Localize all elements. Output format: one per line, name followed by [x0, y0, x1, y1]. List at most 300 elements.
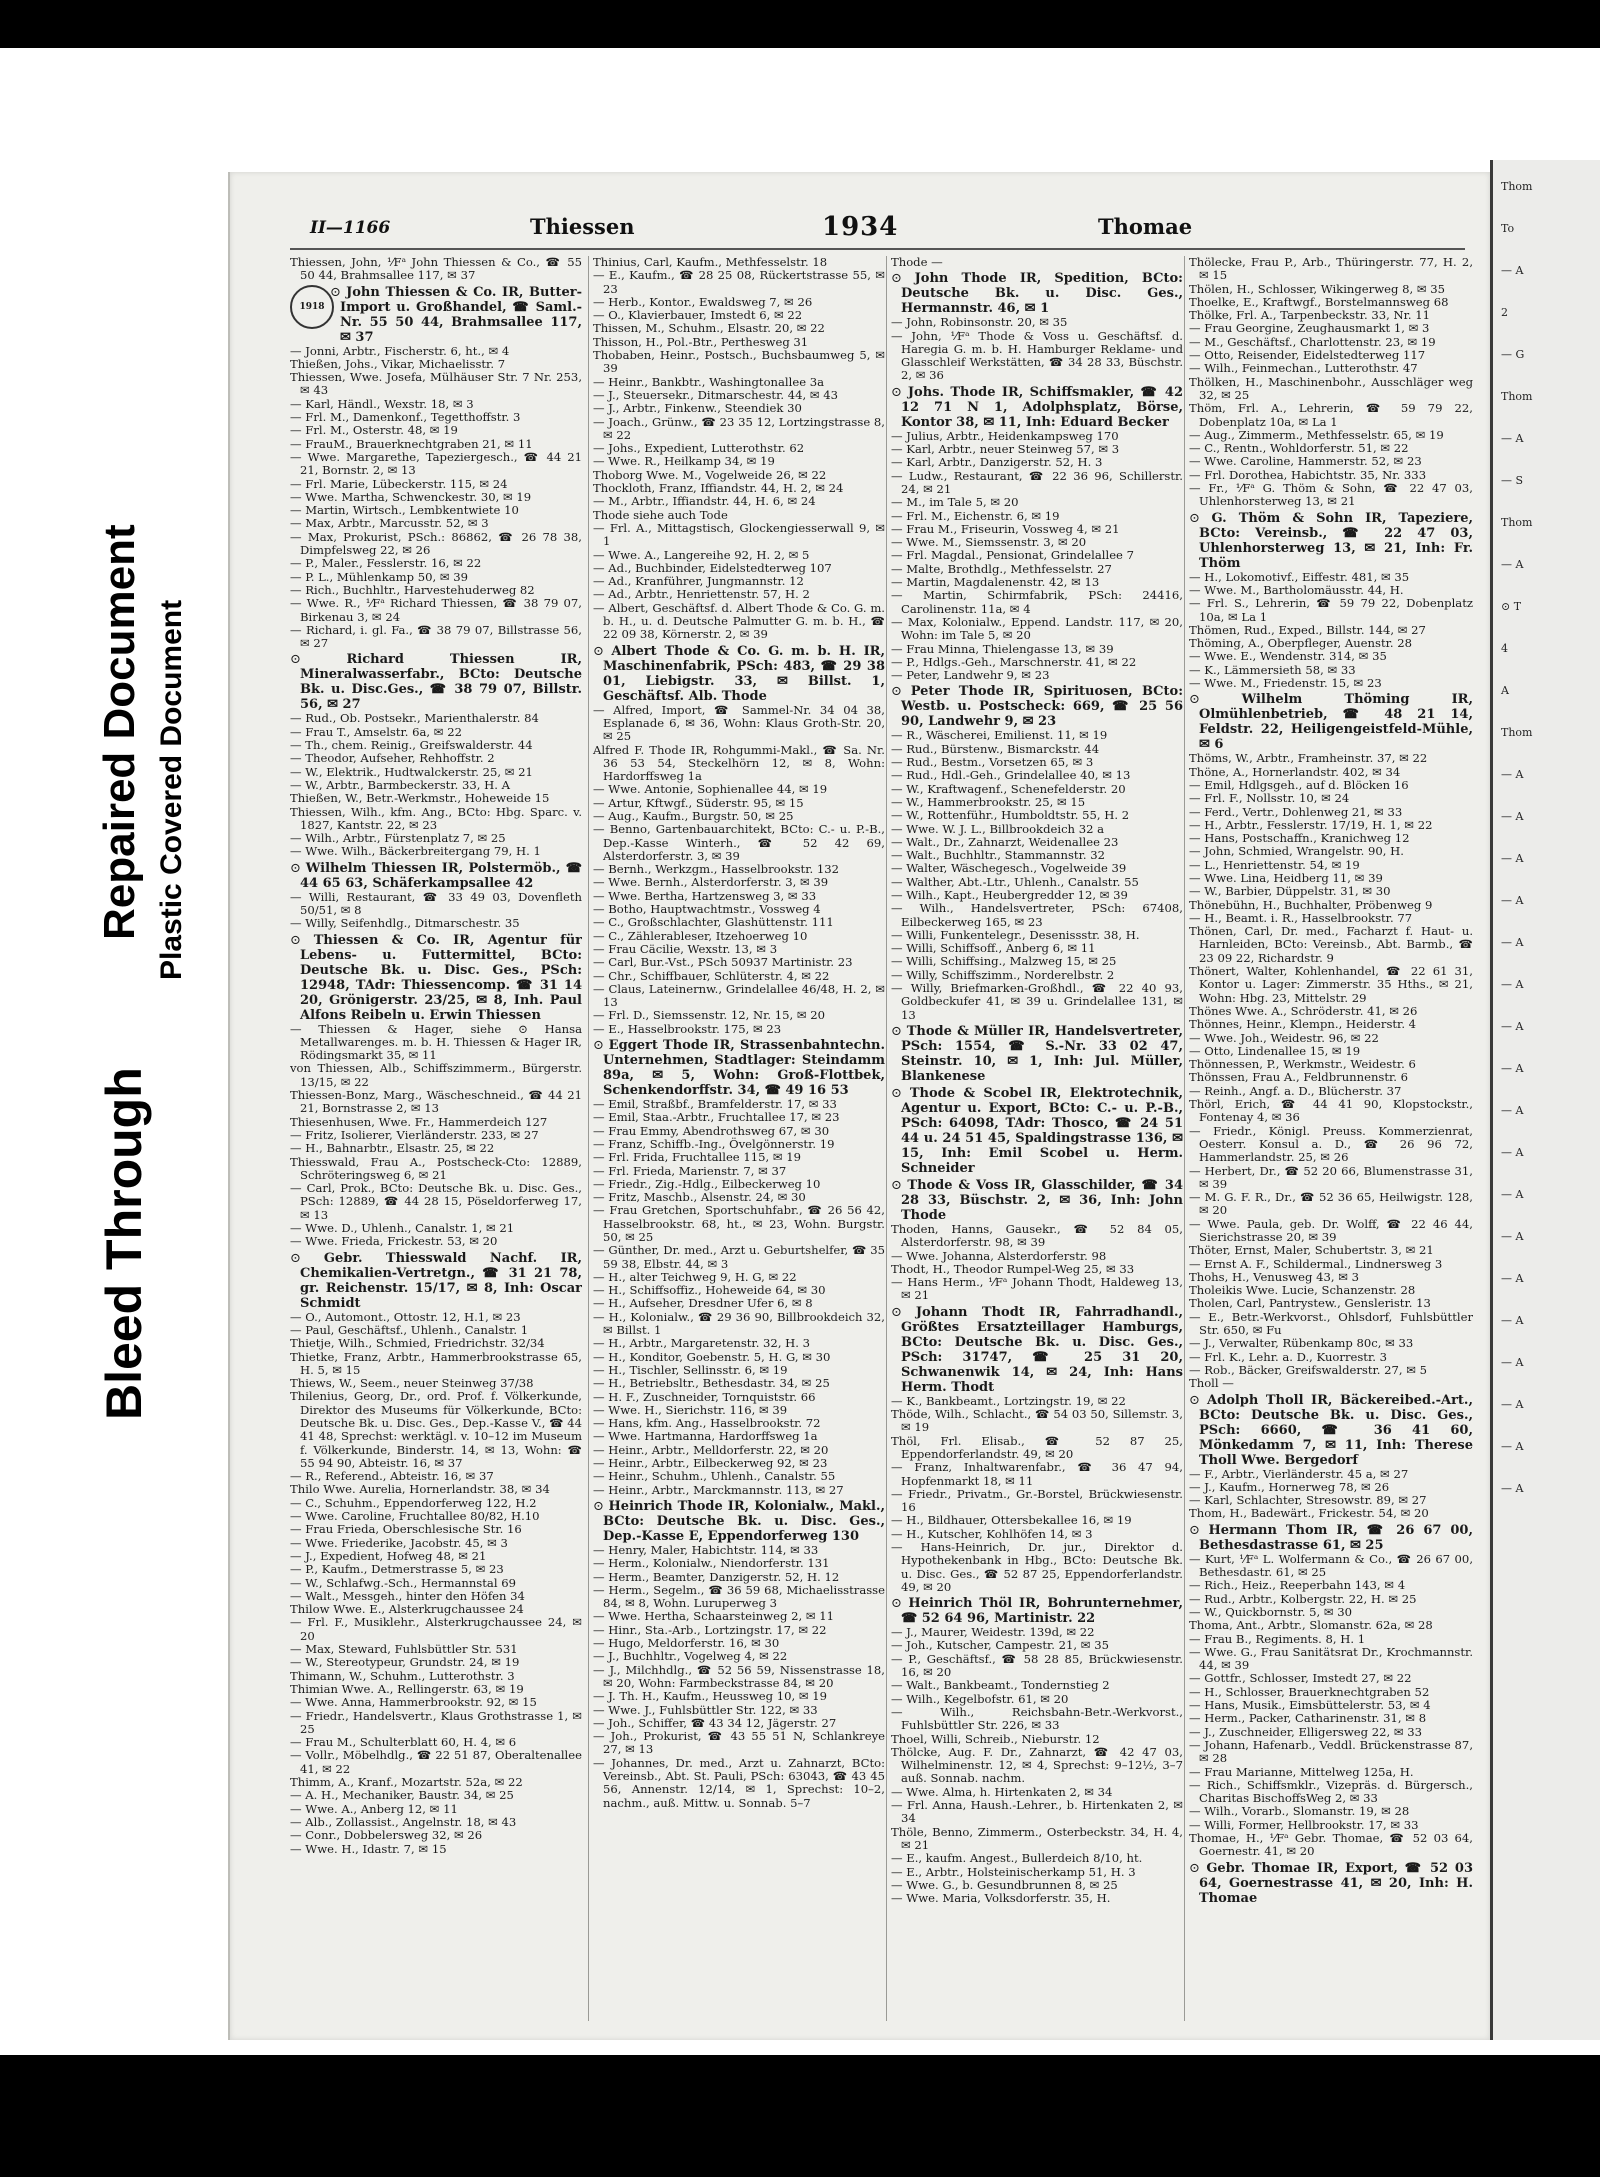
firm-entry: ⊙ Heinrich Thode IR, Kolonialw., Makl., BCto: Deutsche Bk. u. Disc. Ges., Dep.-Kasse E, Eppendorferweg 130 [593, 1499, 885, 1544]
firm-entry: ⊙ Thode & Müller IR, Handelsvertreter, PSch: 1554, ☎ S.-Nr. 33 02 47, Steinstr. 10, ✉ 1, Inh: Jul. Müller, Blankenese [891, 1024, 1183, 1084]
label-plastic-covered: Plastic Covered Document [155, 599, 188, 980]
directory-entry: — C., Rentn., Wohldorferstr. 51, ✉ 22 [1189, 441, 1409, 456]
directory-entry: — Rich., Schiffsmklr., Vizepräs. d. Bürgersch., Charitas BischoffsWeg 2, ✉ 33 [1189, 1777, 1473, 1806]
directory-entry: — Joach., Grünw., ☎ 23 35 12, Lortzingstrasse 8, ✉ 22 [593, 414, 885, 442]
directory-entry: — H., Tischler, Sellinsstr. 6, ✉ 19 [593, 1362, 788, 1377]
header-year: 1934 [822, 212, 899, 242]
directory-entry: — W., Kraftwagenf., Schenefelderstr. 20 [891, 781, 1126, 796]
directory-entry: — Hans, Musik., Eimsbüttelerstr. 53, ✉ 4 [1189, 1698, 1431, 1713]
directory-entry: — A. H., Mechaniker, Baustr. 34, ✉ 25 [290, 1788, 514, 1803]
adjacent-page-fragment: — A [1501, 894, 1524, 907]
adjacent-page-fragment: — A [1501, 558, 1524, 571]
adjacent-page-fragment: — S [1501, 474, 1524, 487]
directory-entry: Tholl — [1189, 1376, 1234, 1391]
directory-entry: Thoden, Hanns, Gausekr., ☎ 52 84 05, Alsterdorferstr. 98, ✉ 39 [891, 1221, 1183, 1250]
directory-entry: Thölken, H., Maschinenbohr., Ausschläger weg 32, ✉ 25 [1189, 374, 1473, 402]
directory-entry: — Herm., Packer, Catharinenstr. 31, ✉ 8 [1189, 1711, 1427, 1726]
header-rule [290, 248, 1465, 250]
directory-entry: Thönssen, Frau A., Feldbrunnenstr. 6 [1189, 1070, 1409, 1085]
directory-entry: — Conr., Dobbelersweg 32, ✉ 26 [290, 1828, 483, 1843]
directory-entry: — J., Buchhltr., Vogelweg 4, ✉ 22 [593, 1649, 788, 1664]
directory-entry: — Otto, Lindenallee 15, ✉ 19 [1189, 1043, 1361, 1058]
directory-entry: — Frl. F., Musiklehr., Alsterkrugchaussee 24, ✉ 20 [290, 1615, 582, 1643]
directory-entry: Thilenius, Georg, Dr., ord. Prof. f. Völkerkunde, Direktor des Museums für Völkerkunde, BCto: Deutsche Bk. u. Disc. Ges., Dep.-Kasse V., ☎ 44 41 48, Sprechst: werktägl. v. 10–12 im Museum f. Völkerkunde, Binderstr. 14, ✉ 13, Wohn: ☎ 55 94 90, Abteistr. 16, ✉ 37 [290, 1389, 582, 1470]
directory-entry: — John, ⅟Fᵃ Thode & Voss u. Geschäftsf. d. Haregia G. m. b. H. Hamburger Reklame- und Glasschleif Werkstätten, ☎ 34 28 33, Büschstr. 2, ✉ 36 [891, 328, 1183, 383]
directory-entry: — Frl. M., Osterstr. 48, ✉ 19 [290, 423, 458, 438]
directory-entry: Tholen, Carl, Pantrystew., Gensleristr. 13 [1189, 1296, 1431, 1311]
firm-entry: ⊙ Thode & Voss IR, Glasschilder, ☎ 34 28 33, Büschstr. 2, ✉ 36, Inh: John Thode [891, 1178, 1183, 1223]
directory-entry: — Reinh., Angf. a. D., Blücherstr. 37 [1189, 1083, 1402, 1098]
directory-entry: — Vollr., Möbelhdlg., ☎ 22 51 87, Oberaltenallee 41, ✉ 22 [290, 1748, 582, 1776]
directory-entry: — H. F., Zuschneider, Tornquiststr. 66 [593, 1389, 816, 1404]
firm-entry: ⊙ Wilhelm Thöming IR, Olmühlenbetrieb, ☎ 48 21 14, Feldstr. 22, Heiligengeistfeld-Mühle, ✉ 6 [1189, 692, 1473, 752]
adjacent-page-fragment: — A [1501, 1146, 1524, 1159]
directory-entry: — Frl. M., Eichenstr. 6, ✉ 19 [891, 508, 1060, 523]
directory-entry: — Frl. A., Mittagstisch, Glockengiesserwall 9, ✉ 1 [593, 520, 885, 549]
directory-entry: — Wilh., Feinmechan., Lutterothstr. 47 [1189, 361, 1418, 376]
directory-entry: — Wilh., Arbtr., Fürstenplatz 7, ✉ 25 [290, 831, 506, 846]
firm-entry: ⊙ Eggert Thode IR, Strassenbahntechn. Unternehmen, Stadtlager: Steindamm 89a, ✉ 5, Wohn: Groß-Flottbek, Schenkendorffstr. 34, ☎ 49 16 53 [593, 1038, 885, 1098]
firm-entry: ⊙ Thode & Scobel IR, Elektrotechnik, Agentur u. Export, BCto: C.- u. P.-B., PSch: 64098, TAdr: Thosco, ☎ 24 51 44 u. 24 51 45, Spaldingstrasse 136, ✉ 15, Inh: Emil Scobel u. Herm. Schneider [891, 1086, 1183, 1176]
directory-entry: — Wwe. R., ⅟Fᵃ Richard Thiessen, ☎ 38 79 07, Birkenau 3, ✉ 24 [290, 596, 582, 624]
directory-entry: — W., Elektrik., Hudtwalckerstr. 25, ✉ 21 [290, 764, 533, 779]
directory-entry: — Wwe. M., Bartholomäusstr. 44, H. [1189, 582, 1404, 597]
directory-entry: — Günther, Dr. med., Arzt u. Geburtshelfer, ☎ 35 59 38, Elbstr. 44, ✉ 3 [593, 1243, 885, 1271]
directory-entry: — Johannes, Dr. med., Arzt u. Zahnarzt, BCto: Vereinsb., Abt. St. Pauli, PSch: 63043, ☎ 43 45 56, Annenstr. 12/14, ✉ 1, Sprechst: 10–2, nachm., auß. Mittw. u. Sonnab. 5–7 [593, 1755, 885, 1810]
directory-entry: — Ad., Buchbinder, Eidelstedterweg 107 [593, 560, 832, 575]
firm-entry: ⊙ Johs. Thode IR, Schiffsmakler, ☎ 42 12 71 N 1, Adolphsplatz, Börse, Kontor 38, ✉ 11, Inh: Eduard Becker [891, 385, 1183, 430]
directory-entry: — Wwe. Martha, Schwenckestr. 30, ✉ 19 [290, 489, 532, 504]
directory-entry: — FrauM., Brauerknechtgraben 21, ✉ 11 [290, 436, 533, 451]
directory-entry: Thilo Wwe. Aurelia, Hornerlandstr. 38, ✉ 34 [290, 1482, 550, 1497]
directory-entry: — Wwe. Johanna, Alsterdorferstr. 98 [891, 1248, 1107, 1263]
directory-entry: Thöde, Wilh., Schlacht., ☎ 54 03 50, Sillemstr. 3, ✉ 19 [891, 1407, 1183, 1435]
adjacent-page-fragment: ⊙ T [1501, 600, 1522, 613]
directory-entry: Thode siehe auch Tode [593, 507, 728, 522]
directory-entry: — C., Zählerableser, Itzehoerweg 10 [593, 928, 808, 943]
directory-entry: Thom, H., Badewärt., Frickestr. 54, ✉ 20 [1189, 1506, 1429, 1521]
directory-entry: — John, Robinsonstr. 20, ✉ 35 [891, 315, 1068, 330]
directory-entry: — Karl, Schlachter, Stresowstr. 89, ✉ 27 [1189, 1493, 1427, 1508]
directory-entry: Tholeikis Wwe. Lucie, Schanzenstr. 28 [1189, 1283, 1416, 1298]
directory-entry: — Heinr., Arbtr., Marckmannstr. 113, ✉ 27 [593, 1482, 844, 1497]
adjacent-page-fragment: — A [1501, 936, 1524, 949]
directory-entry: — Wwe. Frieda, Frickestr. 53, ✉ 20 [290, 1234, 498, 1249]
directory-entry: — H., alter Teichweg 9, H. G, ✉ 22 [593, 1269, 797, 1284]
page-header [230, 172, 1490, 242]
directory-entry: — Herm., Beamter, Danzigerstr. 52, H. 12 [593, 1569, 840, 1584]
directory-entry: — Frau Georgine, Zeughausmarkt 1, ✉ 3 [1189, 321, 1430, 336]
directory-entry: — Willi, Schiffsing., Malzweg 15, ✉ 25 [891, 954, 1117, 969]
directory-entry: — Rud., Ob. Postsekr., Marienthalerstr. 84 [290, 711, 539, 726]
directory-entry: — Max, Prokurist, PSch.: 86862, ☎ 26 78 38, Dimpfelsweg 22, ✉ 26 [290, 529, 582, 558]
firm-entry: ⊙ Gebr. Thomae IR, Export, ☎ 52 03 64, Goernestrasse 41, ✉ 20, Inh: H. Thomae [1189, 1861, 1473, 1906]
directory-entry: — Albert, Geschäftsf. d. Albert Thode & Co. G. m. b. H., u. d. Deutsche Palmutter G. m. b. H., ☎ 22 09 38, Körnerstr. 2, ✉ 39 [593, 600, 885, 642]
directory-entry: — Joh., Schiffer, ☎ 43 34 12, Jägerstr. 27 [593, 1715, 837, 1730]
directory-entry: — Wwe. Antonie, Sophienallee 44, ✉ 19 [593, 782, 828, 797]
directory-entry: — Max, Steward, Fuhlsbüttler Str. 531 [290, 1642, 518, 1657]
directory-entry: — E., Hasselbrookstr. 175, ✉ 23 [593, 1021, 782, 1036]
directory-entry: — Frl. F., Nollsstr. 10, ✉ 24 [1189, 791, 1350, 806]
scan-border-bottom [0, 2055, 1600, 2177]
directory-entry: Thietje, Wilh., Schmied, Friedrichstr. 32/34 [290, 1336, 545, 1351]
adjacent-page-fragment: — A [1501, 1062, 1524, 1075]
directory-entry: Thöter, Ernst, Maler, Schubertstr. 3, ✉ 21 [1189, 1243, 1434, 1258]
directory-entry: Thörl, Erich, ☎ 44 41 90, Klopstockstr., Fontenay 4, ✉ 36 [1189, 1097, 1473, 1125]
directory-entry: — J., Expedient, Hofweg 48, ✉ 21 [290, 1548, 487, 1563]
directory-entry: — W., Quickbornstr. 5, ✉ 30 [1189, 1604, 1352, 1619]
directory-entry: Thölecke, Frau P., Arb., Thüringerstr. 77, H. 2, ✉ 15 [1189, 256, 1473, 283]
directory-entry: — Fritz, Maschb., Alsenstr. 24, ✉ 30 [593, 1190, 806, 1205]
directory-entry: — Ad., Kranführer, Jungmannstr. 12 [593, 574, 804, 589]
directory-entry: Thoma, Ant., Arbtr., Slomanstr. 62a, ✉ 28 [1189, 1618, 1433, 1633]
directory-entry: — Frl. Dorothea, Habichtstr. 35, Nr. 333 [1189, 467, 1427, 482]
directory-entry: — Carl, Bur.-Vst., PSch 50937 Martinistr. 23 [593, 955, 853, 970]
directory-entry: — J., Maurer, Weidestr. 139d, ✉ 22 [891, 1625, 1095, 1640]
page-number: II—1166 [310, 218, 391, 238]
directory-entry: — Hinr., Sta.-Arb., Lortzingstr. 17, ✉ 22 [593, 1622, 827, 1637]
firm-entry: ⊙ Heinrich Thöl IR, Bohrunternehmer, ☎ 52 64 96, Martinistr. 22 [891, 1596, 1183, 1626]
directory-entry: — Willy, Schiffszimm., Norderelbstr. 2 [891, 967, 1115, 982]
directory-entry: — Willi, Funkentelegr., Desenissstr. 38, H. [891, 927, 1140, 942]
directory-entry: — Hans Herm., ⅟Fᵃ Johann Thodt, Haldeweg 13, ✉ 21 [891, 1275, 1183, 1303]
directory-entry: — Herm., Kolonialw., Niendorferstr. 131 [593, 1556, 830, 1571]
directory-entry: — Willy, Seifenhdlg., Ditmarschestr. 35 [290, 916, 520, 931]
directory-entry: — Emil, Staa.-Arbtr., Fruchtallee 17, ✉ 23 [593, 1110, 840, 1125]
directory-entry: — H., Beamt. i. R., Hasselbrookstr. 77 [1189, 910, 1413, 925]
directory-columns [290, 256, 1473, 2021]
directory-entry: Thimian Wwe. A., Rellingerstr. 63, ✉ 19 [290, 1681, 524, 1696]
directory-entry: — Aug., Kaufm., Burgstr. 50, ✉ 25 [593, 808, 794, 823]
directory-entry: — Wwe. M., Friedenstr. 15, ✉ 23 [1189, 676, 1382, 691]
directory-entry: Thoborg Wwe. M., Vogelweide 26, ✉ 22 [593, 467, 827, 482]
directory-entry: — W., Stereotypeur, Grundstr. 24, ✉ 19 [290, 1655, 520, 1670]
directory-entry: — Wwe. H., Sierichstr. 116, ✉ 39 [593, 1402, 788, 1417]
directory-entry: — J. Th. H., Kaufm., Heussweg 10, ✉ 19 [593, 1689, 828, 1704]
adjacent-page-fragment: — A [1501, 1230, 1524, 1243]
adjacent-page-fragment: — A [1501, 1104, 1524, 1117]
directory-entry: — Wwe. G., Frau Sanitätsrat Dr., Krochmannstr. 44, ✉ 39 [1189, 1644, 1473, 1673]
directory-entry: — Ad., Arbtr., Henriettenstr. 57, H. 2 [593, 587, 810, 602]
directory-column-3 [886, 256, 1183, 2021]
adjacent-page-fragment: — A [1501, 432, 1524, 445]
directory-entry: — E., Kaufm., ☎ 28 25 08, Rückertstrasse 55, ✉ 23 [593, 268, 885, 296]
directory-entry: Thiews, W., Seem., neuer Steinweg 37/38 [290, 1376, 534, 1391]
directory-entry: Thöming, A., Oberpfleger, Auenstr. 28 [1189, 636, 1413, 651]
directory-entry: — E., Arbtr., Holsteinischerkamp 51, H. 3 [891, 1864, 1136, 1879]
directory-entry: — Botho, Hauptwachtmstr., Vossweg 4 [593, 902, 821, 917]
firm-entry: ⊙ Albert Thode & Co. G. m. b. H. IR, Maschinenfabrik, PSch: 483, ☎ 29 38 01, Liebigstr. 33, ✉ Billst. 1, Geschäftsf. Alb. Thode [593, 644, 885, 704]
directory-entry: — Wwe. W. J. L., Billbrookdeich 32 a [891, 821, 1105, 836]
directory-entry: Thinius, Carl, Kaufm., Methfesselstr. 18 [593, 256, 828, 269]
directory-entry: — Frau Gretchen, Sportschuhfabr., ☎ 26 56 42, Hasselbrookstr. 68, ht., ✉ 23, Wohn. Burgstr. 50, ✉ 25 [593, 1203, 885, 1244]
directory-entry: — Carl, Prok., BCto: Deutsche Bk. u. Disc. Ges., PSch: 12889, ☎ 44 28 15, Pöseldorferweg 17, ✉ 13 [290, 1181, 582, 1222]
directory-entry: — Frau Cäcilie, Wexstr. 13, ✉ 3 [593, 941, 778, 956]
founding-year-seal: 1918 [290, 285, 334, 329]
directory-entry: — Willi, Schiffsoff., Anberg 6, ✉ 11 [891, 941, 1096, 956]
directory-entry: — Frl. D., Siemssenstr. 12, Nr. 15, ✉ 20 [593, 1008, 826, 1023]
directory-column-4 [1184, 256, 1473, 2021]
adjacent-page-edge [1490, 160, 1600, 2040]
adjacent-page-fragment: — A [1501, 978, 1524, 991]
directory-entry: — Claus, Lateinernw., Grindelallee 46/48, H. 2, ✉ 13 [593, 981, 885, 1010]
directory-entry: — Frl. Magdal., Pensionat, Grindelallee 7 [891, 548, 1134, 563]
directory-entry: — P. L., Mühlenkamp 50, ✉ 39 [290, 569, 469, 584]
directory-entry: Thönes Wwe. A., Schröderstr. 41, ✉ 26 [1189, 1003, 1418, 1018]
directory-entry: Thölen, H., Schlosser, Wikingerweg 8, ✉ 35 [1189, 281, 1445, 296]
directory-entry: — H., Aufseher, Dresdner Ufer 6, ✉ 8 [593, 1296, 813, 1311]
directory-entry: — C., Großschlachter, Glashüttenstr. 111 [593, 915, 834, 930]
directory-entry: — Wwe. Anna, Hammerbrookstr. 92, ✉ 15 [290, 1695, 537, 1710]
document-condition-labels [95, 180, 245, 1420]
directory-entry: — Wwe. D., Uhlenh., Canalstr. 1, ✉ 21 [290, 1221, 515, 1236]
directory-entry: — Heinr., Schuhm., Uhlenh., Canalstr. 55 [593, 1469, 836, 1484]
directory-entry: — R., Wäscherei, Emilienst. 11, ✉ 19 [891, 728, 1108, 743]
directory-entry: — R., Referend., Abteistr. 16, ✉ 37 [290, 1469, 494, 1484]
directory-entry: Thönnessen, P., Werkmstr., Weidestr. 6 [1189, 1057, 1416, 1072]
directory-entry: — Martin, Wirtsch., Lembkentwiete 10 [290, 503, 519, 518]
directory-entry: — Wwe. R., Heilkamp 34, ✉ 19 [593, 454, 775, 469]
directory-entry: — Walt., Buchhltr., Stammannstr. 32 [891, 848, 1105, 863]
directory-entry: — H., Arbtr., Margaretenstr. 32, H. 3 [593, 1336, 811, 1351]
directory-entry: Thiesenhusen, Wwe. Fr., Hammerdeich 127 [290, 1114, 548, 1129]
directory-entry: — Frau Emmy, Abendrothsweg 67, ✉ 30 [593, 1123, 830, 1138]
directory-entry: — Frl. K., Lehr. a. D., Kuorrestr. 3 [1189, 1349, 1387, 1364]
directory-entry: — Aug., Zimmerm., Methfesselstr. 65, ✉ 19 [1189, 427, 1444, 442]
directory-entry: — Joh., Prokurist, ☎ 43 55 51 N, Schlankreye 27, ✉ 13 [593, 1729, 885, 1757]
directory-entry: — Walther, Abt.-Ltr., Uhlenh., Canalstr. 55 [891, 874, 1139, 889]
directory-entry: von Thiessen, Alb., Schiffszimmerm., Bürgerstr. 13/15, ✉ 22 [290, 1061, 582, 1089]
directory-entry: — Frl. Frieda, Marienstr. 7, ✉ 37 [593, 1163, 787, 1178]
directory-entry: — Wwe. Alma, h. Hirtenkaten 2, ✉ 34 [891, 1784, 1113, 1799]
directory-entry: — Ernst A. F., Schildermal., Lindnersweg 3 [1189, 1256, 1443, 1271]
directory-entry: Thilow Wwe. E., Alsterkrugchaussee 24 [290, 1602, 524, 1617]
directory-entry: — Paul, Geschäftsf., Uhlenh., Canalstr. 1 [290, 1322, 529, 1337]
firm-entry: ⊙ Thiessen & Co. IR, Agentur für Lebens- u. Futtermittel, BCto: Deutsche Bk. u. Disc. Ges., PSch: 12948, TAdr: Thiessencomp. ☎ 31 14 20, Grönigerstr. 23/25, ✉ 8, Inh. Paul Alfons Reibeln u. Erwin Thiessen [290, 933, 582, 1023]
directory-entry: — Wilh., Handelsvertreter, PSch: 67408, Eilbeckerweg 165, ✉ 23 [891, 901, 1183, 929]
directory-entry: — John, Schmied, Wrangelstr. 90, H. [1189, 844, 1404, 859]
directory-entry: — M., Arbtr., Iffiandstr. 44, H. 6, ✉ 24 [593, 494, 816, 509]
directory-entry: Thiessen, Wwe. Josefa, Mülhäuser Str. 7 Nr. 253, ✉ 43 [290, 370, 582, 398]
header-first-name: Thiessen [530, 214, 635, 239]
directory-column-1 [290, 256, 582, 2021]
directory-entry: — Rud., Bürstenw., Bismarckstr. 44 [891, 741, 1100, 756]
adjacent-page-fragment: Thom [1501, 726, 1533, 739]
directory-entry: — Frau Minna, Thielengasse 13, ✉ 39 [891, 641, 1114, 656]
directory-entry: — M., Geschäftsf., Charlottenstr. 23, ✉ 19 [1189, 334, 1436, 349]
directory-entry: — Thiessen & Hager, siehe ⊙ Hansa Metallwarenges. m. b. H. Thiessen & Hager IR, Rödingsmarkt 35, ✉ 11 [290, 1021, 582, 1063]
directory-entry: — Friedr., Privatm., Gr.-Borstel, Brückwiesenstr. 16 [891, 1486, 1183, 1515]
directory-entry: — P., Kaufm., Detmerstrasse 5, ✉ 23 [290, 1562, 504, 1577]
directory-entry: — Herb., Kontor., Ewaldsweg 7, ✉ 26 [593, 294, 813, 309]
directory-entry: — E., Betr.-Werkvorst., Ohlsdorf, Fuhlsbüttler Str. 650, ✉ Fu [1189, 1309, 1473, 1338]
adjacent-page-fragment: — G [1501, 348, 1525, 361]
directory-entry: — Walter, Wäschegesch., Vogelweide 39 [891, 861, 1127, 876]
directory-entry: — Karl, Arbtr., Danzigerstr. 52, H. 3 [891, 455, 1103, 470]
directory-entry: — Henry, Maler, Habichtstr. 114, ✉ 33 [593, 1542, 819, 1557]
directory-entry: Thisson, H., Pol.-Btr., Perthesweg 31 [593, 334, 809, 349]
directory-entry: — Wwe. Joh., Weidestr. 96, ✉ 22 [1189, 1030, 1379, 1045]
firm-entry: ⊙ Gebr. Thiesswald Nachf. IR, Chemikalien-Vertretgn., ☎ 31 21 78, gr. Reichenstr. 15/17, ✉ 8, Inh: Oscar Schmidt [290, 1251, 582, 1311]
firm-entry: ⊙ Wilhelm Thiessen IR, Polstermöb., ☎ 44 65 63, Schäferkampsallee 42 [290, 861, 582, 891]
directory-entry: — Heinr., Arbtr., Melldorferstr. 22, ✉ 20 [593, 1442, 829, 1457]
directory-entry: — Wwe. Paula, geb. Dr. Wolff, ☎ 22 46 44, Sierichstrasse 20, ✉ 39 [1189, 1216, 1473, 1244]
adjacent-page-fragment: — A [1501, 1440, 1524, 1453]
directory-entry: — P., Hdlgs.-Geh., Marschnerstr. 41, ✉ 22 [891, 654, 1137, 669]
directory-entry: — Wwe. G., b. Gesundbrunnen 8, ✉ 25 [891, 1877, 1118, 1892]
directory-entry: Thockloth, Franz, Iffiandstr. 44, H. 2, ✉ 24 [593, 481, 844, 496]
directory-entry: — Rich., Buchhltr., Harvestehuderweg 82 [290, 582, 535, 597]
directory-entry: — H., Kolonialw., ☎ 29 36 90, Billbrookdeich 32, ✉ Billst. 1 [593, 1309, 885, 1338]
directory-entry: — Frau M., Friseurin, Vossweg 4, ✉ 21 [891, 521, 1120, 536]
directory-entry: — Frau B., Regiments. 8, H. 1 [1189, 1631, 1366, 1646]
directory-entry: Thohs, H., Venusweg 43, ✉ 3 [1189, 1269, 1359, 1284]
label-repaired-document: Repaired Document [95, 524, 144, 940]
adjacent-page-fragment: — A [1501, 1398, 1524, 1411]
firm-entry: ⊙ John Thode IR, Spedition, BCto: Deutsche Bk. u. Disc. Ges., Hermannstr. 46, ✉ 1 [891, 271, 1183, 316]
directory-entry: — Hans, kfm. Ang., Hasselbrookstr. 72 [593, 1416, 821, 1431]
directory-entry: Thönen, Carl, Dr. med., Facharzt f. Haut- u. Harnleiden, BCto: Vereinsb., Abt. Barmb., ☎ 23 09 22, Richardstr. 9 [1189, 924, 1473, 965]
directory-entry: — Herbert, Dr., ☎ 52 20 66, Blumenstrasse 31, ✉ 39 [1189, 1163, 1473, 1191]
directory-entry: — Wwe. M., Siemssenstr. 3, ✉ 20 [891, 535, 1087, 550]
directory-entry: — Fr., ⅟Fᵃ G. Thöm & Sohn, ☎ 22 47 03, Uhlenhorsterweg 13, ✉ 21 [1189, 481, 1473, 509]
directory-entry: — Karl, Händl., Wexstr. 18, ✉ 3 [290, 396, 474, 411]
directory-entry: Thobaben, Heinr., Postsch., Buchsbaumweg 5, ✉ 39 [593, 348, 885, 376]
directory-entry: Thöle, Benno, Zimmerm., Osterbeckstr. 34, H. 4, ✉ 21 [891, 1824, 1183, 1852]
directory-entry: — J., Zuschneider, Elligersweg 22, ✉ 33 [1189, 1724, 1423, 1739]
directory-entry: — Friedr., Königl. Preuss. Kommerzienrat, Oesterr. Konsul a. D., ☎ 26 96 72, Hammerlandstr. 25, ✉ 26 [1189, 1123, 1473, 1165]
directory-entry: Thiessen-Bonz, Marg., Wäscheschneid., ☎ 44 21 21, Bornstrasse 2, ✉ 13 [290, 1088, 582, 1116]
directory-entry: — Th., chem. Reinig., Greifswalderstr. 44 [290, 738, 533, 753]
directory-entry: — Franz, Inhaltwarenfabr., ☎ 36 47 94, Hopfenmarkt 18, ✉ 11 [891, 1460, 1183, 1488]
header-last-name: Thomae [1098, 214, 1193, 239]
directory-entry: — Wwe. Bertha, Hartzensweg 3, ✉ 33 [593, 888, 817, 903]
directory-entry: Thönebühn, H., Buchhalter, Pröbenweg 9 [1189, 897, 1433, 912]
directory-entry: — Peter, Landwehr 9, ✉ 23 [891, 668, 1050, 683]
directory-entry: — Franz, Schiffb.-Ing., Övelgönnerstr. 19 [593, 1136, 835, 1151]
directory-page [228, 172, 1490, 2040]
adjacent-page-fragment: 2 [1501, 306, 1508, 319]
directory-entry: — Ludw., Restaurant, ☎ 22 36 96, Schillerstr. 24, ✉ 21 [891, 468, 1183, 496]
directory-entry: — H., Konditor, Goebenstr. 5, H. G, ✉ 30 [593, 1349, 831, 1364]
adjacent-page-fragment: — A [1501, 264, 1524, 277]
directory-entry: — J., Arbtr., Finkenw., Steendiek 30 [593, 401, 802, 416]
directory-entry: — Wwe. H., Idastr. 7, ✉ 15 [290, 1841, 447, 1856]
directory-entry: — Ferd., Vertr., Dohlenweg 21, ✉ 33 [1189, 804, 1403, 819]
directory-entry: — Fritz, Isolierer, Vierländerstr. 233, ✉ 27 [290, 1127, 539, 1142]
directory-entry: — Hans-Heinrich, Dr. jur., Direktor d. Hypothekenbank in Hbg., BCto: Deutsche Bk. u. Disc. Ges., ☎ 52 87 25, Eppendorferlandstr. 49, ✉ 20 [891, 1540, 1183, 1594]
directory-entry: Thoelke, E., Kraftwgf., Borstelmannsweg 68 [1189, 294, 1449, 309]
directory-entry: — M., im Tale 5, ✉ 20 [891, 495, 1019, 510]
directory-entry: Thiessen, John, ⅟Fᵃ John Thiessen & Co., ☎ 55 50 44, Brahmsallee 117, ✉ 37 [290, 256, 582, 283]
directory-entry: — Rob., Bäcker, Greifswalderstr. 27, ✉ 5 [1189, 1362, 1428, 1377]
directory-entry: — Max, Arbtr., Marcusstr. 52, ✉ 3 [290, 516, 489, 531]
directory-entry: — Johs., Expedient, Lutterothstr. 62 [593, 441, 805, 456]
adjacent-page-fragment: Thom [1501, 390, 1533, 403]
directory-entry: — Wwe. Lina, Heidberg 11, ✉ 39 [1189, 870, 1383, 885]
directory-entry: — O., Automont., Ottostr. 12, H.1, ✉ 23 [290, 1309, 521, 1324]
directory-entry: — Karl, Arbtr., neuer Steinweg 57, ✉ 3 [891, 442, 1120, 457]
scan-border-top [0, 0, 1600, 48]
directory-entry: — W., Rottenführ., Humboldtstr. 55, H. 2 [891, 808, 1130, 823]
directory-entry: — Walt., Dr., Zahnarzt, Weidenallee 23 [891, 834, 1119, 849]
directory-entry: — Wwe. Caroline, Fruchtallee 80/82, H.10 [290, 1509, 540, 1524]
directory-entry: Thodt, H., Theodor Rumpel-Weg 25, ✉ 33 [891, 1261, 1135, 1276]
directory-entry: — P., Maler., Fesslerstr. 16, ✉ 22 [290, 556, 482, 571]
directory-entry: — H., Betriebsltr., Bethesdastr. 34, ✉ 25 [593, 1376, 830, 1391]
directory-entry: — Rud., Hdl.-Geh., Grindelallee 40, ✉ 13 [891, 768, 1131, 783]
directory-entry: — Rich., Heiz., Reeperbahn 143, ✉ 4 [1189, 1578, 1406, 1593]
directory-entry: — Frl. M., Damenkonf., Tegetthoffstr. 3 [290, 410, 521, 425]
directory-entry: Thölke, Frl. A., Tarpenbeckstr. 33, Nr. 11 [1189, 308, 1430, 323]
firm-entry: ⊙ Peter Thode IR, Spirituosen, BCto: Westb. u. Postscheck: 669, ☎ 25 56 90, Landwehr 9, ✉ 23 [891, 684, 1183, 729]
directory-entry: — J., Steuersekr., Ditmarschestr. 44, ✉ 43 [593, 387, 838, 402]
adjacent-page-fragment: Thom [1501, 180, 1533, 193]
adjacent-page-fragment: To [1501, 222, 1515, 235]
directory-entry: — Alfred, Import, ☎ Sammel-Nr. 34 04 38, Esplanade 6, ✉ 36, Wohn: Klaus Groth-Str. 20, ✉ 25 [593, 702, 885, 744]
adjacent-page-fragment: — A [1501, 1314, 1524, 1327]
directory-entry: Thode — [891, 256, 943, 269]
directory-entry: — Bernh., Werkzgm., Hasselbrookstr. 132 [593, 862, 839, 877]
directory-entry: — Artur, Kftwgf., Süderstr. 95, ✉ 15 [593, 795, 804, 810]
directory-entry: — P., Geschäftsf., ☎ 58 28 85, Brückwiesenstr. 16, ✉ 20 [891, 1651, 1183, 1680]
directory-entry: — Alb., Zollassist., Angelnstr. 18, ✉ 43 [290, 1814, 517, 1829]
directory-entry: — Walt., Bankbeamt., Tondernstieg 2 [891, 1678, 1110, 1693]
directory-entry: — Max, Kolonialw., Eppend. Landstr. 117, ✉ 20, Wohn: im Tale 5, ✉ 20 [891, 614, 1183, 643]
directory-entry: Thiessen, Wilh., kfm. Ang., BCto: Hbg. Sparc. v. 1827, Kantstr. 22, ✉ 23 [290, 804, 582, 832]
directory-entry: — Otto, Reisender, Eidelstedterweg 117 [1189, 348, 1426, 363]
adjacent-page-fragment: 4 [1501, 642, 1508, 655]
directory-entry: Alfred F. Thode IR, Rohgummi-Makl., ☎ Sa. Nr. 36 53 54, Steckelhörn 12, ✉ 8, Wohn: Hardorffsweg 1a [593, 742, 885, 784]
directory-entry: — Wwe. A., Langereihe 92, H. 2, ✉ 5 [593, 547, 810, 562]
directory-entry: — H., Kutscher, Kohlhöfen 14, ✉ 3 [891, 1526, 1093, 1541]
directory-entry: — Malte, Brothdlg., Methfesselstr. 27 [891, 561, 1112, 576]
directory-entry: — Joh., Kutscher, Campestr. 21, ✉ 35 [891, 1638, 1109, 1653]
directory-entry: — Frau T., Amselstr. 6a, ✉ 22 [290, 724, 462, 739]
firm-entry: ⊙ Hermann Thom IR, ☎ 26 67 00, Bethesdastrasse 61, ✉ 25 [1189, 1523, 1473, 1553]
adjacent-page-fragment: — A [1501, 852, 1524, 865]
directory-entry: — Wwe. Hertha, Schaarsteinweg 2, ✉ 11 [593, 1609, 834, 1624]
directory-entry: — Emil, Hdlgsgeh., auf d. Blöcken 16 [1189, 777, 1409, 792]
directory-entry: — W., Schlafwg.-Sch., Hermannstal 69 [290, 1575, 516, 1590]
directory-entry: — Wilh., Kegelbofstr. 61, ✉ 20 [891, 1691, 1069, 1706]
directory-entry: — J., Milchhdlg., ☎ 52 56 59, Nissenstrasse 18, ✉ 20, Wohn: Farmbeckstrasse 84, ✉ 20 [593, 1662, 885, 1690]
directory-entry: Thöl, Frl. Elisab., ☎ 52 87 25, Eppendorferlandstr. 49, ✉ 20 [891, 1433, 1183, 1461]
directory-entry: — Frau Frieda, Oberschlesische Str. 16 [290, 1522, 522, 1537]
directory-entry: — Wwe. J., Fuhlsbüttler Str. 122, ✉ 33 [593, 1702, 818, 1717]
directory-entry: — O., Klavierbauer, Imstedt 6, ✉ 22 [593, 308, 803, 323]
directory-entry: — C., Schuhm., Eppendorferweg 122, H.2 [290, 1495, 537, 1510]
directory-entry: — H., Schlosser, Brauerknechtgraben 52 [1189, 1684, 1430, 1699]
adjacent-page-fragment: — A [1501, 810, 1524, 823]
directory-entry: — Wwe. Wilh., Bäckerbreitergang 79, H. 1 [290, 844, 541, 859]
adjacent-page-fragment: — A [1501, 1356, 1524, 1369]
firm-entry: ⊙ Richard Thiessen IR, Mineralwasserfabr., BCto: Deutsche Bk. u. Disc.Ges., ☎ 38 79 07, Billstr. 56, ✉ 27 [290, 652, 582, 712]
directory-entry: — Emil, Straßbf., Bramfelderstr. 17, ✉ 33 [593, 1097, 837, 1112]
directory-entry: — Wwe. A., Anberg 12, ✉ 11 [290, 1801, 458, 1816]
directory-entry: — Wwe. Maria, Volksdorferstr. 35, H. [891, 1891, 1111, 1906]
directory-entry: — L., Henriettenstr. 54, ✉ 19 [1189, 857, 1360, 872]
adjacent-page-fragment: — A [1501, 1272, 1524, 1285]
directory-entry: — Kurt, ⅟Fᵃ L. Wolfermann & Co., ☎ 26 67 00, Bethesdastr. 61, ✉ 25 [1189, 1551, 1473, 1580]
directory-entry: — Jonni, Arbtr., Fischerstr. 6, ht., ✉ 4 [290, 343, 510, 358]
directory-entry: — K., Lämmersieth 58, ✉ 33 [1189, 662, 1356, 677]
directory-entry: — Hugo, Meldorferstr. 16, ✉ 30 [593, 1636, 780, 1651]
directory-entry: Thömen, Rud., Exped., Billstr. 144, ✉ 27 [1189, 622, 1426, 637]
firm-entry: ⊙ John Thiessen & Co. IR, Butter-Import u. Großhandel, ☎ Saml.-Nr. 55 50 44, Brahmsallee 117, ✉ 37 [290, 285, 582, 345]
directory-entry: — H., Schiffsoffiz., Hoheweide 64, ✉ 30 [593, 1283, 826, 1298]
adjacent-page-fragment: — A [1501, 768, 1524, 781]
